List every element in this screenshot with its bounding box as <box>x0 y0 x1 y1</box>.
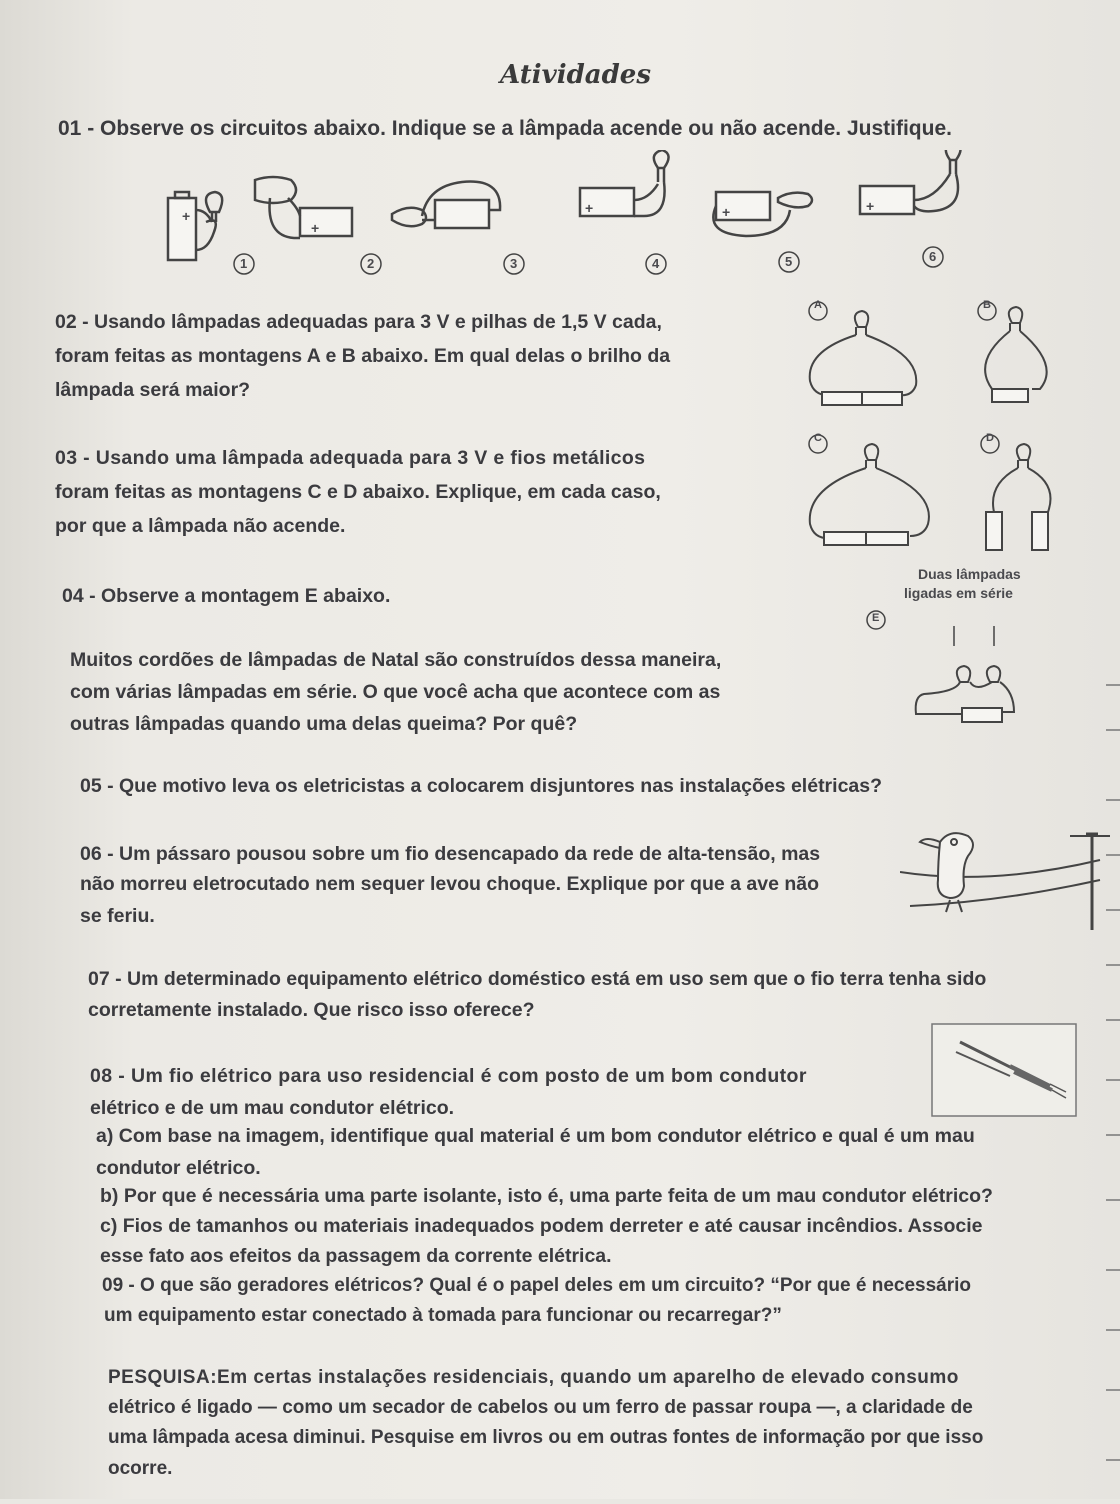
figure-label-e: E <box>872 612 880 624</box>
question-04-line: com várias lâmpadas em série. O que você acha que acontece com as <box>70 681 721 703</box>
battery-plus-sign: + <box>182 208 191 224</box>
question-03-line: por que a lâmpada não acende. <box>55 515 346 537</box>
pesquisa-line: ocorre. <box>108 1458 173 1479</box>
question-09-line: um equipamento estar conectado à tomada para funcionar ou recarregar?” <box>104 1305 782 1326</box>
question-07-line: 07 - Um determinado equipamento elétrico doméstico está em uso sem que o fio terra tenha sido <box>88 968 987 990</box>
figure-e <box>862 606 1042 736</box>
question-03-line: 03 - Usando uma lâmpada adequada para 3 V e fios metálicos <box>55 447 646 469</box>
circuit-number: 2 <box>367 256 375 271</box>
question-06-line: 06 - Um pássaro pousou sobre um fio desencapado da rede de alta-tensão, mas <box>80 843 821 865</box>
question-04-line: Muitos cordões de lâmpadas de Natal são construídos dessa maneira, <box>70 649 722 671</box>
battery-plus-sign: + <box>585 200 594 216</box>
question-08a-line: a) Com base na imagem, identifique qual material é um bom condutor elétrico e qual é um mau <box>96 1125 975 1147</box>
electric-wire-figure <box>930 1022 1080 1118</box>
question-08-line: elétrico e de um mau condutor elétrico. <box>90 1097 455 1119</box>
question-02-line: foram feitas as montagens A e B abaixo. Em qual delas o brilho da <box>55 345 671 367</box>
question-02-line: 02 - Usando lâmpadas adequadas para 3 V e pilhas de 1,5 V cada, <box>55 311 662 333</box>
circuit-number: 4 <box>652 256 660 271</box>
question-06-line: não morreu eletrocutado nem sequer levou choque. Explique por que a ave não <box>80 873 820 895</box>
page-edge-marks <box>1100 0 1120 1499</box>
figure-label-c: C <box>814 432 822 444</box>
bird-on-wire-figure <box>900 820 1115 930</box>
figure-e-caption: Duas lâmpadas <box>918 566 1021 582</box>
figure-a-b <box>800 295 1060 415</box>
question-04-line: outras lâmpadas quando uma delas queima? Por quê? <box>70 713 578 735</box>
question-03-line: foram feitas as montagens C e D abaixo. Explique, em cada caso, <box>55 481 661 503</box>
figure-c-d <box>800 430 1060 560</box>
battery-plus-sign: + <box>311 220 320 236</box>
question-08a-line: condutor elétrico. <box>96 1157 261 1179</box>
battery-plus-sign: + <box>866 198 875 214</box>
circuit-number: 3 <box>510 256 518 271</box>
question-08c-line: c) Fios de tamanhos ou materiais inadequados podem derreter e até causar incêndios. Associe <box>100 1215 983 1237</box>
figure-e-caption: ligadas em série <box>904 585 1013 601</box>
pesquisa-line: elétrico é ligado — como um secador de cabelos ou um ferro de passar roupa —, a claridade de <box>108 1397 973 1418</box>
question-07-line: corretamente instalado. Que risco isso oferece? <box>88 999 535 1021</box>
pesquisa-line: PESQUISA:Em certas instalações residenciais, quando um aparelho de elevado consumo <box>108 1367 959 1388</box>
battery-plus-sign: + <box>722 204 731 220</box>
question-08b: b) Por que é necessária uma parte isolante, isto é, uma parte feita de um mau condutor elétrico? <box>100 1185 993 1207</box>
question-04-intro: 04 - Observe a montagem E abaixo. <box>62 585 391 607</box>
question-05: 05 - Que motivo leva os eletricistas a colocarem disjuntores nas instalações elétricas? <box>80 775 883 797</box>
figure-label-d: D <box>986 432 994 444</box>
page-title: Atividades <box>500 60 651 90</box>
circuit-number: 5 <box>785 254 793 269</box>
question-08-line: 08 - Um fio elétrico para uso residencial é com posto de um bom condutor <box>90 1065 807 1087</box>
pesquisa-line: uma lâmpada acesa diminui. Pesquise em livros ou em outras fontes de informação por que isso <box>108 1427 984 1448</box>
circuit-number: 1 <box>240 256 248 271</box>
question-09-line: 09 - O que são geradores elétricos? Qual é o papel deles em um circuito? “Por que é necessário <box>102 1275 972 1296</box>
figure-label-a: A <box>814 299 822 311</box>
circuit-number: 6 <box>929 249 937 264</box>
question-02-line: lâmpada será maior? <box>55 379 251 401</box>
question-01: 01 - Observe os circuitos abaixo. Indique se a lâmpada acende ou não acende. Justifique. <box>58 117 952 140</box>
question-06-line: se feriu. <box>80 905 155 927</box>
question-08c-line: esse fato aos efeitos da passagem da corrente elétrica. <box>100 1245 612 1267</box>
figure-label-b: B <box>983 299 991 311</box>
